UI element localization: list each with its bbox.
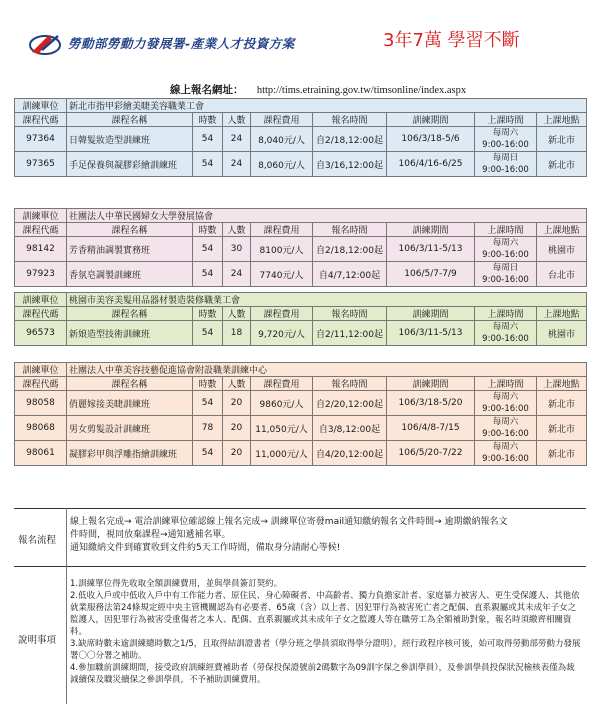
signup-time: 自4/20,12:00起: [313, 441, 387, 466]
schedule-time: 9:00-16:00: [482, 334, 529, 344]
course-hours: 54: [193, 321, 223, 346]
course-name: 凝膠彩甲與浮雕指繪訓練班: [67, 441, 193, 466]
course-fee: 11,050元/人: [251, 416, 313, 441]
column-header: 上課時間: [475, 307, 537, 321]
divider: [66, 508, 67, 566]
course-capacity: 20: [223, 391, 251, 416]
course-fee: 8,060元/人: [251, 152, 313, 177]
notes-label: 說明事項: [18, 635, 57, 646]
course-hours: 54: [193, 127, 223, 152]
course-code: 97364: [15, 127, 67, 152]
course-capacity: 20: [223, 441, 251, 466]
signup-time: 自2/18,12:00起: [313, 127, 387, 152]
training-period: 106/3/11-5/13: [387, 237, 475, 262]
column-header: 人數: [223, 223, 251, 237]
unit-label: 訓練單位: [15, 99, 67, 113]
class-location: 桃園市: [537, 237, 587, 262]
column-header: 上課地點: [537, 223, 587, 237]
class-location: 新北市: [537, 441, 587, 466]
column-header: 課程費用: [251, 377, 313, 391]
column-header: 課程代碼: [15, 223, 67, 237]
class-schedule: [475, 416, 537, 441]
schedule-time: 9:00-16:00: [482, 250, 529, 260]
class-location: 新北市: [537, 127, 587, 152]
class-schedule: [475, 127, 537, 152]
training-period: 106/3/18-5/6: [387, 127, 475, 152]
course-code: 97923: [15, 262, 67, 287]
unit-name: 社團法人中華民國婦女大學發展協會: [67, 209, 587, 223]
training-period: 106/3/18-5/20: [387, 391, 475, 416]
course-code: 98142: [15, 237, 67, 262]
schedule-day: 每周六: [492, 322, 519, 332]
class-location: 新北市: [537, 391, 587, 416]
schedule-day: 每周六: [492, 238, 519, 248]
column-header: 課程代碼: [15, 113, 67, 127]
class-schedule: [475, 441, 537, 466]
column-header: 上課地點: [537, 307, 587, 321]
column-header: 時數: [193, 113, 223, 127]
course-table: [14, 292, 587, 346]
column-header: 課程名稱: [67, 113, 193, 127]
course-name: 手足保養與凝膠彩繪訓練班: [67, 152, 193, 177]
note-item: 3.缺席時數未逾訓練總時數之1/5，且取得結訓證書者（學分班之學員須取得學分證明），經行政程序核可後，始可取得勞動部勞動力發展署〇〇分署之補助。: [70, 639, 581, 661]
unit-name: 桃園市美容美髮用品器材製造裝修職業工會: [67, 293, 587, 307]
course-capacity: 24: [223, 152, 251, 177]
course-row: [15, 262, 587, 287]
training-unit-row: [15, 363, 587, 377]
course-hours: 78: [193, 416, 223, 441]
signup-time: 自3/16,12:00起: [313, 152, 387, 177]
course-row: [15, 441, 587, 466]
course-name: 日韓髮妝造型訓練班: [67, 127, 193, 152]
column-header: 人數: [223, 307, 251, 321]
course-row: [15, 127, 587, 152]
column-header: 訓練期間: [387, 377, 475, 391]
column-header: 課程代碼: [15, 377, 67, 391]
training-period: 106/4/16-6/25: [387, 152, 475, 177]
course-fee: 8100元/人: [251, 237, 313, 262]
course-hours: 54: [193, 391, 223, 416]
course-hours: 54: [193, 152, 223, 177]
column-header-row: [15, 113, 587, 127]
class-schedule: [475, 262, 537, 287]
column-header: 時數: [193, 307, 223, 321]
course-name: 芳香精油調製實務班: [67, 237, 193, 262]
training-period: 106/4/8-7/15: [387, 416, 475, 441]
course-fee: 9,720元/人: [251, 321, 313, 346]
process-line: 通知繳納文件到確實收到文件約5天工作時間，備取身分請耐心等候!: [70, 543, 341, 553]
registration-label: 線上報名網址：: [170, 84, 244, 96]
schedule-day: 每周六: [492, 442, 519, 452]
column-header: 課程名稱: [67, 377, 193, 391]
training-unit-row: [15, 293, 587, 307]
column-header: 上課時間: [475, 113, 537, 127]
signup-time: 自2/18,12:00起: [313, 237, 387, 262]
course-code: 97365: [15, 152, 67, 177]
course-name: 俏麗嫁接美睫訓練班: [67, 391, 193, 416]
schedule-time: 9:00-16:00: [482, 140, 529, 150]
registration-url-line: [170, 82, 466, 97]
signup-time: 自2/20,12:00起: [313, 391, 387, 416]
column-header: 上課時間: [475, 377, 537, 391]
process-text: [70, 516, 582, 555]
column-header: 報名時間: [313, 223, 387, 237]
schedule-day: 每周六: [492, 392, 519, 402]
class-schedule: [475, 237, 537, 262]
course-row: [15, 321, 587, 346]
course-fee: 11,000元/人: [251, 441, 313, 466]
column-header: 報名時間: [313, 113, 387, 127]
unit-label: 訓練單位: [15, 293, 67, 307]
note-item: 1.訓練單位得先收取全額訓練費用，並與學員簽訂契約。: [70, 579, 283, 589]
class-location: 台北市: [537, 262, 587, 287]
course-row: [15, 416, 587, 441]
class-schedule: [475, 152, 537, 177]
column-header: 課程費用: [251, 113, 313, 127]
course-code: 96573: [15, 321, 67, 346]
signup-time: 自3/8,12:00起: [313, 416, 387, 441]
course-hours: 54: [193, 441, 223, 466]
course-capacity: 24: [223, 262, 251, 287]
note-item: 4.參加職前訓練期間，接受政府訓練經費補助者（勞保投保證號前2碼數字為09訓字保之參訓學員），及參訓學員投保狀況檢核表僅為裁減續保及職災續保之參訓學員，不予補助訓練費用。: [70, 663, 575, 685]
column-header: 上課地點: [537, 113, 587, 127]
column-header: 課程名稱: [67, 223, 193, 237]
column-header-row: [15, 223, 587, 237]
course-capacity: 18: [223, 321, 251, 346]
course-code: 98068: [15, 416, 67, 441]
course-row: [15, 237, 587, 262]
divider: [14, 508, 586, 509]
slogan: 3年7萬 學習不斷: [383, 30, 520, 51]
course-row: [15, 152, 587, 177]
registration-url-link[interactable]: http://tims.etraining.gov.tw/timsonline/index.aspx: [256, 85, 467, 96]
schedule-day: 每周日: [492, 153, 519, 163]
course-fee: 9860元/人: [251, 391, 313, 416]
course-capacity: 30: [223, 237, 251, 262]
column-header: 訓練期間: [387, 307, 475, 321]
schedule-day: 每周六: [492, 128, 519, 138]
course-capacity: 20: [223, 416, 251, 441]
column-header: 人數: [223, 113, 251, 127]
column-header: 課程代碼: [15, 307, 67, 321]
course-hours: 54: [193, 237, 223, 262]
signup-time: 自4/7,12:00起: [313, 262, 387, 287]
unit-name: 社團法人中華美容技藝促進協會附設職業訓練中心: [67, 363, 587, 377]
divider: [14, 566, 586, 567]
column-header: 報名時間: [313, 377, 387, 391]
course-hours: 54: [193, 262, 223, 287]
course-table: [14, 98, 587, 177]
schedule-time: 9:00-16:00: [482, 275, 529, 285]
header: [8, 8, 592, 76]
course-code: 98061: [15, 441, 67, 466]
agency-name: 勞動部勞動力發展署-產業人才投資方案: [68, 36, 295, 51]
unit-label: 訓練單位: [15, 363, 67, 377]
column-header-row: [15, 307, 587, 321]
course-row: [15, 391, 587, 416]
course-name: 新娘造型技術訓練班: [67, 321, 193, 346]
column-header: 課程名稱: [67, 307, 193, 321]
course-capacity: 24: [223, 127, 251, 152]
schedule-time: 9:00-16:00: [482, 454, 529, 464]
column-header: 時數: [193, 377, 223, 391]
schedule-day: 每周日: [492, 263, 519, 273]
training-period: 106/3/11-5/13: [387, 321, 475, 346]
schedule-time: 9:00-16:00: [482, 429, 529, 439]
course-code: 98058: [15, 391, 67, 416]
class-location: 桃園市: [537, 321, 587, 346]
column-header: 上課地點: [537, 377, 587, 391]
process-label: 報名流程: [18, 535, 57, 546]
course-fee: 7740元/人: [251, 262, 313, 287]
column-header: 人數: [223, 377, 251, 391]
divider: [66, 566, 67, 704]
schedule-time: 9:00-16:00: [482, 404, 529, 414]
training-unit-row: [15, 209, 587, 223]
training-period: 106/5/20-7/22: [387, 441, 475, 466]
column-header: 課程費用: [251, 223, 313, 237]
course-name: 香氛皂調製訓練班: [67, 262, 193, 287]
training-period: 106/5/7-7/9: [387, 262, 475, 287]
class-schedule: [475, 391, 537, 416]
course-name: 男女剪髮設計訓練班: [67, 416, 193, 441]
course-fee: 8,040元/人: [251, 127, 313, 152]
schedule-day: 每周六: [492, 417, 519, 427]
unit-name: 新北市指甲彩繪美睫美容職業工會: [67, 99, 587, 113]
course-table: [14, 208, 587, 287]
class-location: 新北市: [537, 416, 587, 441]
process-line: 件時間，視同放棄課程→通知遞補名單。: [70, 530, 231, 540]
column-header: 時數: [193, 223, 223, 237]
notes-text: [70, 578, 582, 686]
class-schedule: [475, 321, 537, 346]
course-table: [14, 362, 587, 466]
column-header-row: [15, 377, 587, 391]
column-header: 上課時間: [475, 223, 537, 237]
class-location: 新北市: [537, 152, 587, 177]
agency-logo-icon: [28, 30, 62, 58]
column-header: 訓練期間: [387, 113, 475, 127]
column-header: 報名時間: [313, 307, 387, 321]
column-header: 課程費用: [251, 307, 313, 321]
training-unit-row: [15, 99, 587, 113]
process-line: 線上報名完成→ 電洽訓練單位確認線上報名完成→ 訓練單位寄發mail通知繳納報名文件時間→ 逾期繳納報名文: [70, 517, 508, 527]
column-header: 訓練期間: [387, 223, 475, 237]
unit-label: 訓練單位: [15, 209, 67, 223]
note-item: 2.低收入戶或中低收入戶中有工作能力者、原住民、身心障礙者、中高齡者、獨力負擔家計者、家庭暴力被害人、更生受保護人、其他依就業服務法第24條規定經中央主管機關認為有必要者、65歲（含）以上者、因犯罪行為被害死亡者之配偶、直系親屬或其未成年子女之監護人，因犯罪行為被害受重傷者之本人、配偶、直系親屬或其未成年子女之監護人等在職勞工為全額補助對象，報名時須繳齊相關資料。: [70, 591, 580, 637]
schedule-time: 9:00-16:00: [482, 165, 529, 175]
signup-time: 自2/11,12:00起: [313, 321, 387, 346]
